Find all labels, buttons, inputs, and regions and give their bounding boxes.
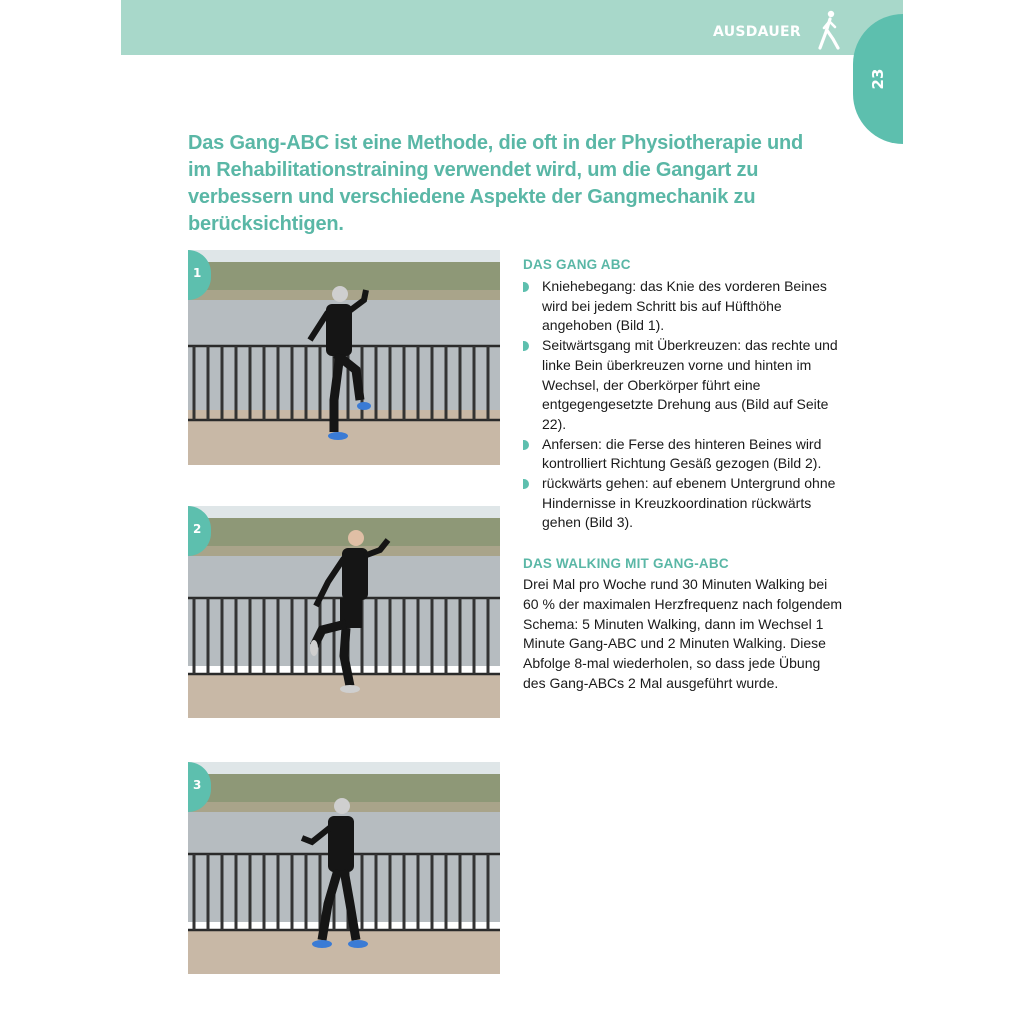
list-item-text: Kniehebegang: das Knie des vorderen Beines wird bei jedem Schritt bis auf Hüfthöhe angehoben (Bild 1). [542,278,827,334]
photo-number: 2 [193,522,202,536]
bullet-icon [523,440,529,450]
section-label: AUSDAUER [713,24,801,40]
walking-heading: DAS WALKING MIT GANG-ABC [523,556,729,572]
list-item [523,336,843,435]
gang-abc-list [523,277,843,533]
photo-backward-walk [188,762,500,974]
walking-person-icon [816,10,842,50]
photo-number: 1 [193,266,202,280]
list-item [523,277,843,336]
walking-text: Drei Mal pro Woche rund 30 Minuten Walking bei 60 % der maximalen Herzfrequenz nach folgendem Schema: 5 Minuten Walking, dann im Wechsel 1 Minute Gang-ABC und 2 Minuten Walking. Diese Abfolge 8-mal wiederholen, so dass jede Übung des Gang-ABCs 2 Mal ausgeführt wurde. [523,576,843,691]
list-item [523,435,843,474]
list-item-text: Anfersen: die Ferse des hinteren Beines wird kontrolliert Richtung Gesäß gezogen (Bild 2). [542,435,822,472]
photo-number: 3 [193,778,202,792]
photo-heel-kick [188,506,500,718]
bullet-icon [523,479,529,489]
gang-abc-heading: DAS GANG ABC [523,257,631,272]
list-item-text: Seitwärtsgang mit Überkreuzen: das rechte und linke Bein überkreuzen vorne und hinten im Wechsel, der Oberkörper führt eine entgegengesetzte Drehung aus (Bild auf Seite 22). [542,337,838,432]
bullet-icon [523,282,529,292]
photo-knee-lift [188,250,500,465]
list-item-text: rückwärts gehen: auf ebenem Untergrund ohne Hindernisse in Kreuzkoordination rückwärts gehen (Bild 3). [542,475,836,531]
intro-text: Das Gang-ABC ist eine Methode, die oft in der Physiotherapie und im Rehabilitationstraining verwendet wird, um die Gangart zu verbessern und verschiedene Aspekte der Gangmechanik zu berücksichtigen. [188,132,804,235]
bullet-icon [523,341,529,351]
text-column [523,256,843,693]
list-item [523,474,843,533]
page-number: 23 [869,68,887,90]
